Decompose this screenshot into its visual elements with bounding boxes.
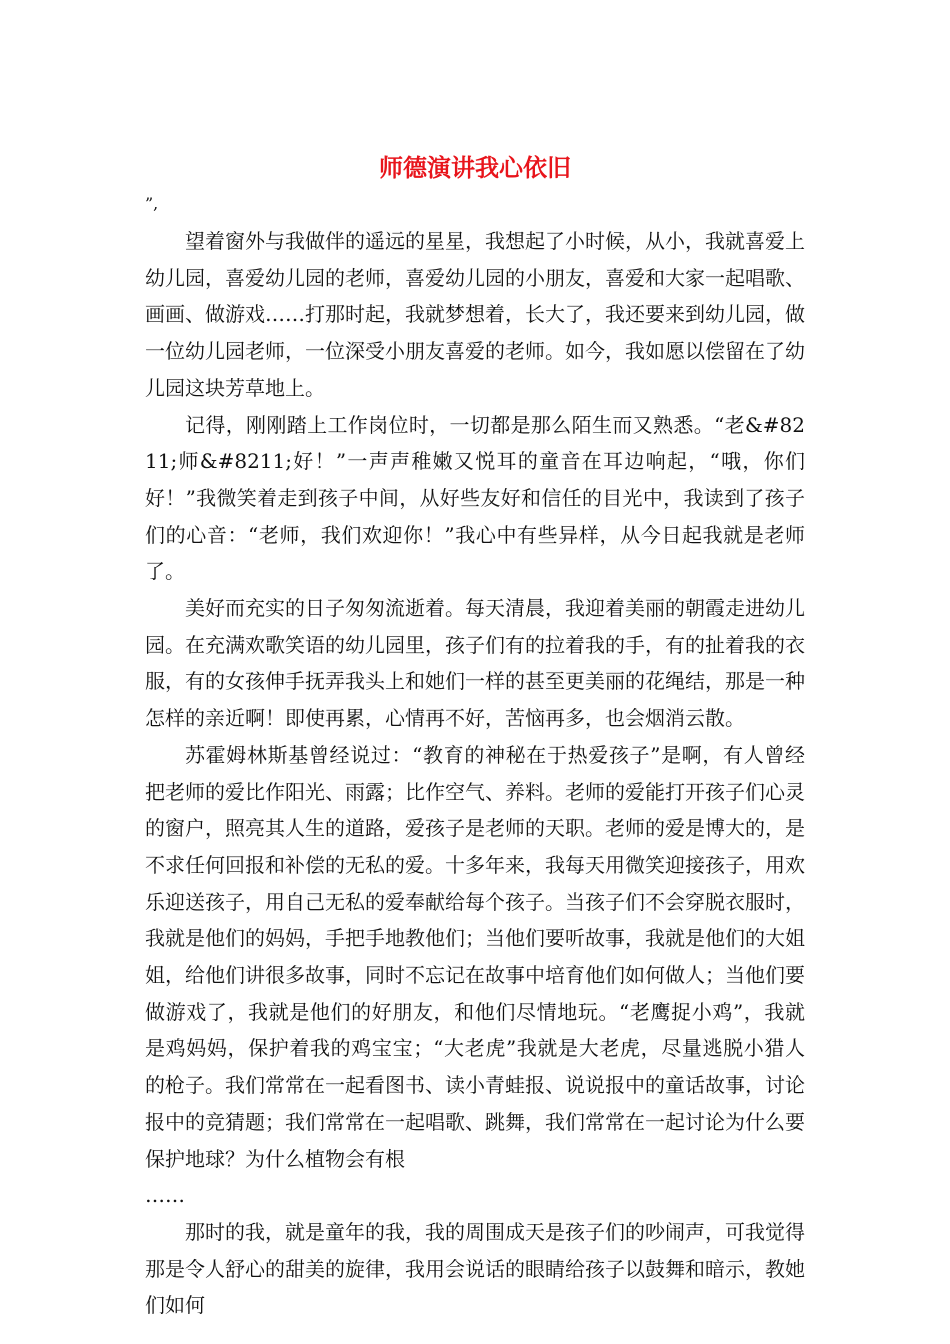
document-body bbox=[145, 223, 805, 1324]
document-title: 师德演讲我心依旧 bbox=[379, 153, 571, 182]
paragraph-ellipsis: …… bbox=[145, 1183, 185, 1208]
paragraph-4: 苏霍姆林斯基曾经说过：“教育的神秘在于热爱孩子”是啊，有人曾经把老师的爱比作阳光、雨露；比作空气、养料。老师的爱能打开孩子们心灵的窗户，照亮其人生的道路，爱孩子是老师的天职。老师的爱是博大的，是不求任何回报和补偿的无私的爱。十多年来，我每天用微笑迎接孩子，用欢乐迎送孩子，用自己无私的爱奉献给每个孩子。当孩子们不会穿脱衣服时，我就是他们的妈妈，手把手地教他们；当他们要听故事，我就是他们的大姐姐，给他们讲很多故事，同时不忘记在故事中培育他们如何做人；当他们要做游戏了，我就是他们的好朋友，和他们尽情地玩。“老鹰捉小鸡”，我就是鸡妈妈，保护着我的鸡宝宝；“大老虎”我就是大老虎，尽量逃脱小猎人的枪子。我们常常在一起看图书、读小青蛙报、说说报中的童话故事，讨论报中的竞猜题；我们常常在一起唱歌、跳舞，我们常常在一起讨论为什么要保护地球？为什么植物会有根 bbox=[145, 742, 805, 1171]
paragraph-1: 望着窗外与我做伴的遥远的星星，我想起了小时候，从小，我就喜爱上幼儿园，喜爱幼儿园的老师，喜爱幼儿园的小朋友，喜爱和大家一起唱歌、画画、做游戏……打那时起，我就梦想着，长大了，我还要来到幼儿园，做一位幼儿园老师，一位深受小朋友喜爱的老师。如今，我如愿以偿留在了幼儿园这块芳草地上。 bbox=[145, 229, 805, 400]
paragraph-3: 美好而充实的日子匆匆流逝着。每天清晨，我迎着美丽的朝霞走进幼儿园。在充满欢歌笑语的幼儿园里，孩子们有的拉着我的手，有的扯着我的衣服，有的女孩伸手抚弄我头上和她们一样的甚至更美丽的花绳结，那是一种怎样的亲近啊！即使再累，心情再不好，苦恼再多，也会烟消云散。 bbox=[145, 596, 805, 731]
paragraph-2: 记得，刚刚踏上工作岗位时，一切都是那么陌生而又熟悉。“老&#8211;师&#8211;好！”一声声稚嫩又悦耳的童音在耳边响起，“哦，你们好！”我微笑着走到孩子中间，从好些友好和信任的目光中，我读到了孩子们的心音：“老师，我们欢迎你！”我心中有些异样，从今日起我就是老师了。 bbox=[145, 412, 805, 584]
stray-punctuation: ”, bbox=[145, 194, 159, 213]
paragraph-5: 那时的我，就是童年的我，我的周围成天是孩子们的吵闹声，可我觉得那是令人舒心的甜美的旋律，我用会说话的眼睛给孩子以鼓舞和暗示，教她们如何 bbox=[145, 1219, 805, 1318]
